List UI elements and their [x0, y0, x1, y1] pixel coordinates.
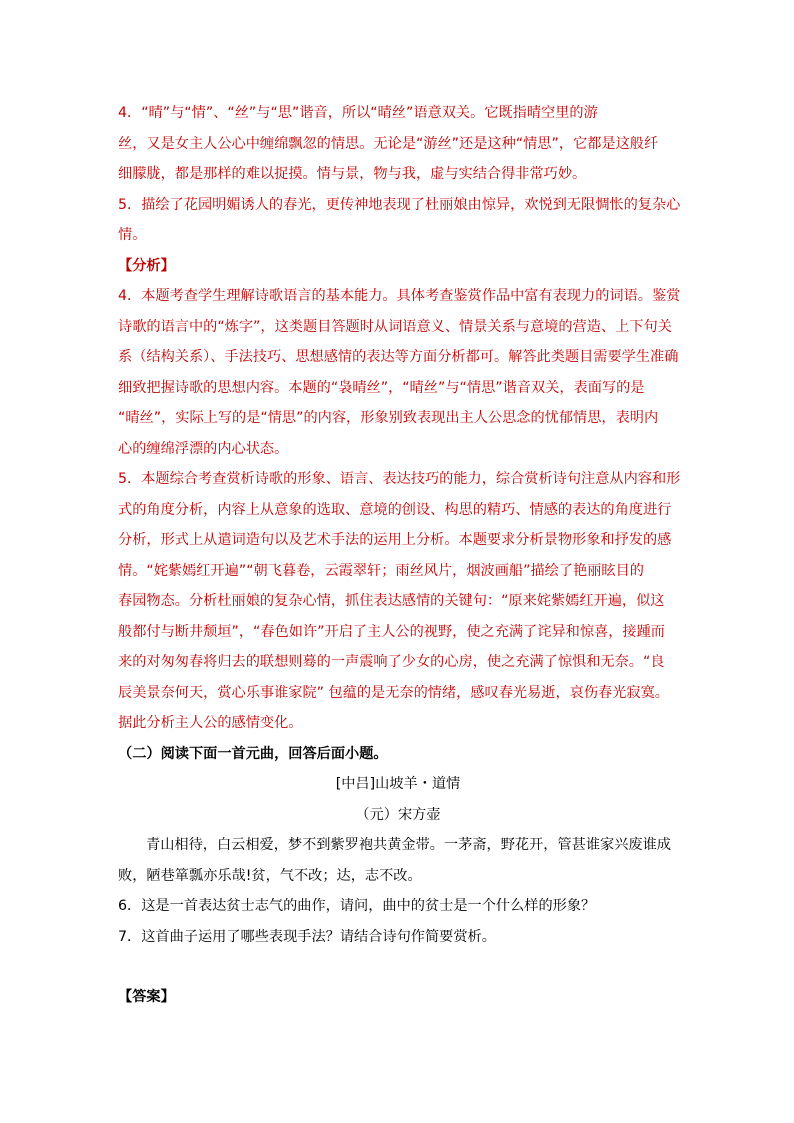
poem-line: 青山相待，白云相爱，梦不到紫罗袍共黄金带。一茅斋，野花开，管甚谁家兴废谁成 [146, 837, 671, 853]
analysis-q5-line: 据此分析主人公的感情变化。 [118, 715, 303, 731]
answer-heading: 【答案】 [118, 989, 175, 1005]
analysis-q5-line: 般都付与断井颓垣”，“春色如许”开启了主人公的视野，使之充满了诧异和惊喜，接踵而 [118, 623, 665, 640]
analysis-q4-line: 诗歌的语言中的“炼字”，这类题目答题时从词语意义、情景关系与意境的营造、上下句关 [118, 318, 672, 335]
question-7: 7．这首曲子运用了哪些表现手法？请结合诗句作简要赏析。 [118, 928, 496, 945]
analysis-heading: 【分析】 [118, 257, 175, 274]
analysis-q5-line: 辰美景奈何天，赏心乐事谁家院” 包蕴的是无奈的情绪，感叹春光易逝，哀伤春光寂寞。 [118, 684, 669, 701]
section-heading: （二）阅读下面一首元曲，回答后面小题。 [118, 745, 388, 762]
answer-q5-line: 5．描绘了花园明媚诱人的春光，更传神地表现了杜丽娘由惊异，欢悦到无限惆怅的复杂心 [118, 196, 681, 213]
answer-q5-line: 情。 [118, 227, 147, 243]
analysis-q5-line: 5．本题综合考查赏析诗歌的形象、语言、表达技巧的能力，综合赏析诗句注意从内容和形 [118, 471, 681, 487]
poem-line: 败，陋巷箪瓢亦乐哉!贫，气不改；达，志不改。 [118, 867, 422, 884]
answer-q4-line: 丝，又是女主人公心中缠绵飘忽的情思。无论是“游丝”还是这种“情思”，它都是这般纤 [118, 135, 659, 152]
analysis-q4-line: “晴丝”，实际上写的是“情思”的内容，形象别致表现出主人公思念的忧郁情思，表明内 [118, 410, 659, 426]
answer-q5 [118, 190, 681, 251]
analysis-q5-line: 来的对匆匆春将归去的联想则蓦的一声震响了少女的心房，使之充满了惊惧和无奈。“良 [118, 654, 665, 670]
question-6: 6．这是一首表达贫士志气的曲作，请问，曲中的贫士是一个什么样的形象？ [118, 898, 596, 914]
answer-q4 [118, 98, 678, 190]
question-list [118, 891, 678, 952]
analysis-q4-line: 心的缠绵浮漂的内心状态。 [118, 440, 289, 457]
document-page [118, 98, 681, 1013]
analysis-q4-line: 4．本题考查学生理解诗歌语言的基本能力。具体考查鉴赏作品中富有表现力的词语。鉴赏 [118, 288, 681, 304]
analysis-q4-line: 细致把握诗歌的思想内容。本题的“袅晴丝”，“晴丝”与“情思”谐音双关，表面写的是 [118, 379, 645, 396]
analysis-q5-line: 分析，形式上从遣词造句以及艺术手法的运用上分析。本题要求分析景物形象和抒发的感 [118, 532, 672, 548]
poem-author: （元）宋方壶 [355, 806, 441, 823]
analysis-q4 [118, 281, 681, 464]
answer-q4-line: 细朦胧，都是那样的难以捉摸。情与景，物与我，虚与实结合得非常巧妙。 [118, 166, 587, 182]
answer-q4-line: 4．“晴”与“情”、“丝”与“思”谐音，所以“晴丝”语意双关。它既指晴空里的游 [118, 105, 598, 121]
analysis-q5-line: 春园物态。分析杜丽娘的复杂心情，抓住表达感情的关键句：“原来姹紫嫣红开遍，似这 [118, 593, 665, 609]
analysis-q5-line: 情。“姹紫嫣红开遍”“朝飞暮卷，云霞翠轩；雨丝风片，烟波画船”描绘了艳丽眩目的 [118, 562, 644, 579]
spacer [118, 952, 678, 982]
analysis-q5-line: 式的角度分析，内容上从意象的选取、意境的创设、构思的精巧、情感的表达的角度进行 [118, 501, 672, 518]
poem-title: [中吕]山坡羊・道情 [335, 776, 461, 792]
analysis-q5 [118, 464, 681, 739]
analysis-q4-line: 系（结构关系）、手法技巧、思想感情的表达等方面分析都可。解答此类题目需要学生准确 [118, 349, 679, 365]
poem-body [118, 830, 678, 891]
